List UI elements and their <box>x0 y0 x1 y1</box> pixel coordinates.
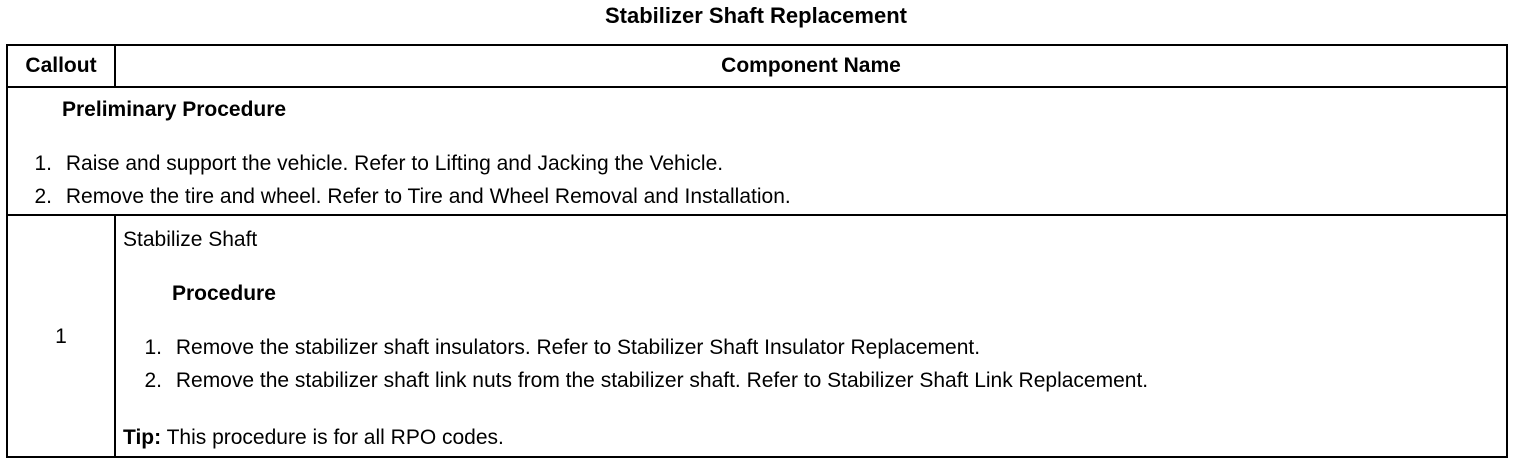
step-text: Remove the stabilizer shaft insulators. Refer to Stabilizer Shaft Insulator Replacement. <box>175 336 981 359</box>
procedure-step-2 <box>136 369 1148 393</box>
step-text: Raise and support the vehicle. Refer to Lifting and Jacking the Vehicle. <box>65 152 724 175</box>
preliminary-step-1 <box>26 152 723 176</box>
tip-text: This procedure is for all RPO codes. <box>161 426 504 449</box>
procedure-step-1 <box>136 336 980 360</box>
component-name-column-header: Component Name <box>721 54 901 77</box>
component-name: Stabilize Shaft <box>123 228 258 251</box>
table-row <box>8 216 1506 456</box>
preliminary-step-2 <box>26 185 791 209</box>
procedure-table <box>6 44 1508 458</box>
tip-label: Tip: <box>123 426 162 449</box>
step-number: 2. <box>144 369 162 392</box>
page-title: Stabilizer Shaft Replacement <box>605 3 907 28</box>
callout-number: 1 <box>55 325 67 348</box>
step-number: 1. <box>34 152 52 175</box>
step-text: Remove the stabilizer shaft link nuts from the stabilizer shaft. Refer to Stabilizer Shaft Link Replacement. <box>175 369 1149 392</box>
procedure-heading: Procedure <box>172 282 276 305</box>
step-number: 1. <box>144 336 162 359</box>
table-header-row <box>8 46 1506 88</box>
callout-cell <box>8 216 116 456</box>
preliminary-procedure-row <box>8 88 1506 216</box>
step-text: Remove the tire and wheel. Refer to Tire and Wheel Removal and Installation. <box>65 185 791 208</box>
tip-note <box>123 426 504 450</box>
step-number: 2. <box>34 185 52 208</box>
callout-column-header: Callout <box>8 46 116 86</box>
preliminary-procedure-heading: Preliminary Procedure <box>62 98 287 121</box>
